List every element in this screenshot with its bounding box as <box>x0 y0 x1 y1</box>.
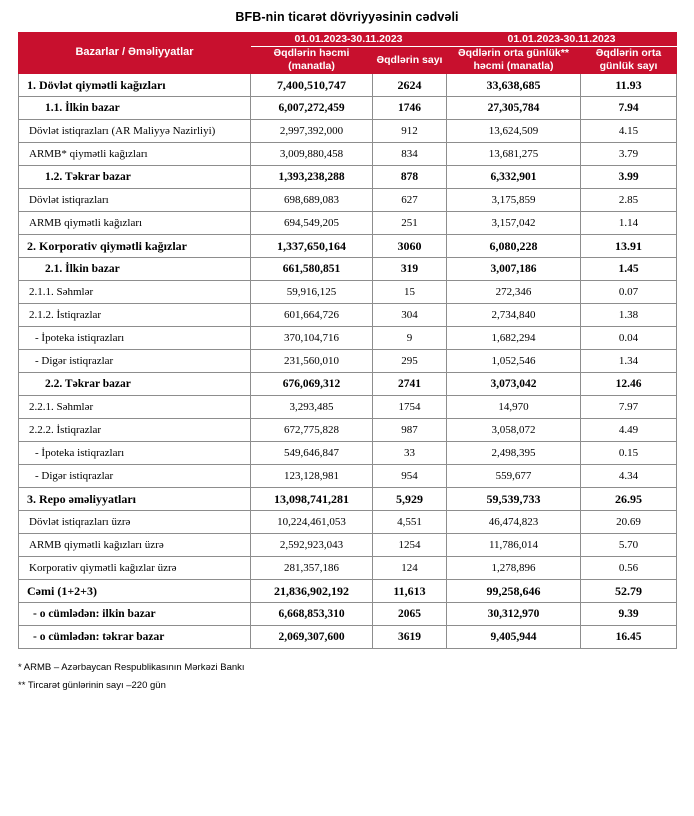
cell-avg-volume: 559,677 <box>447 465 581 488</box>
header-row-label: Bazarlar / Əməliyyatlar <box>19 33 251 74</box>
row-label: 1. Dövlət qiymətli kağızları <box>19 74 251 97</box>
cell-avg-volume: 1,278,896 <box>447 557 581 580</box>
cell-count: 3619 <box>373 626 447 649</box>
cell-avg-count: 9.39 <box>581 603 677 626</box>
table-row <box>19 235 677 258</box>
cell-count: 15 <box>373 281 447 304</box>
row-label: - o cümlədən: ilkin bazar <box>19 603 251 626</box>
cell-volume: 661,580,851 <box>251 258 373 281</box>
cell-avg-volume: 27,305,784 <box>447 97 581 120</box>
row-label: 2.2.2. İstiqrazlar <box>19 419 251 442</box>
cell-count: 304 <box>373 304 447 327</box>
cell-avg-volume: 1,682,294 <box>447 327 581 350</box>
cell-volume: 231,560,010 <box>251 350 373 373</box>
table-row <box>19 511 677 534</box>
cell-avg-count: 12.46 <box>581 373 677 396</box>
cell-count: 33 <box>373 442 447 465</box>
row-label: Korporativ qiymətli kağızlar üzrə <box>19 557 251 580</box>
cell-avg-count: 4.15 <box>581 120 677 143</box>
cell-avg-count: 13.91 <box>581 235 677 258</box>
cell-count: 2065 <box>373 603 447 626</box>
row-label: - Digər istiqrazlar <box>19 350 251 373</box>
table-row <box>19 603 677 626</box>
cell-avg-count: 1.14 <box>581 212 677 235</box>
cell-avg-count: 1.38 <box>581 304 677 327</box>
cell-volume: 281,357,186 <box>251 557 373 580</box>
table-row <box>19 488 677 511</box>
cell-count: 912 <box>373 120 447 143</box>
table-row <box>19 258 677 281</box>
cell-count: 319 <box>373 258 447 281</box>
header-row-periods <box>19 33 677 47</box>
cell-count: 5,929 <box>373 488 447 511</box>
cell-volume: 698,689,083 <box>251 189 373 212</box>
footnote-1: * ARMB – Azərbaycan Respublikasının Mərkəzi Bankı <box>18 662 245 674</box>
cell-count: 4,551 <box>373 511 447 534</box>
table-row <box>19 350 677 373</box>
header-period-1: 01.01.2023-30.11.2023 <box>251 33 447 47</box>
table-row <box>19 327 677 350</box>
cell-volume: 2,069,307,600 <box>251 626 373 649</box>
table-row <box>19 626 677 649</box>
table-header <box>19 33 677 74</box>
trade-turnover-table <box>18 32 677 649</box>
cell-avg-count: 2.85 <box>581 189 677 212</box>
cell-avg-volume: 14,970 <box>447 396 581 419</box>
cell-avg-volume: 33,638,685 <box>447 74 581 97</box>
header-col-count: Əqdlərin sayı <box>373 47 447 74</box>
cell-avg-volume: 3,007,186 <box>447 258 581 281</box>
cell-count: 3060 <box>373 235 447 258</box>
row-label: 2.2. Təkrar bazar <box>19 373 251 396</box>
cell-count: 987 <box>373 419 447 442</box>
cell-avg-count: 11.93 <box>581 74 677 97</box>
header-col-avg-volume: Əqdlərin orta günlük** həcmi (manatla) <box>447 47 581 74</box>
cell-count: 9 <box>373 327 447 350</box>
cell-avg-count: 26.95 <box>581 488 677 511</box>
table-row <box>19 189 677 212</box>
cell-count: 251 <box>373 212 447 235</box>
cell-avg-volume: 59,539,733 <box>447 488 581 511</box>
cell-volume: 1,337,650,164 <box>251 235 373 258</box>
footnotes <box>18 659 676 694</box>
row-label: - Digər istiqrazlar <box>19 465 251 488</box>
cell-avg-volume: 99,258,646 <box>447 580 581 603</box>
cell-volume: 123,128,981 <box>251 465 373 488</box>
cell-count: 124 <box>373 557 447 580</box>
cell-avg-volume: 9,405,944 <box>447 626 581 649</box>
cell-avg-count: 3.99 <box>581 166 677 189</box>
table-row <box>19 419 677 442</box>
cell-count: 11,613 <box>373 580 447 603</box>
cell-avg-count: 3.79 <box>581 143 677 166</box>
row-label: 2.1.2. İstiqrazlar <box>19 304 251 327</box>
table-row <box>19 580 677 603</box>
cell-avg-volume: 30,312,970 <box>447 603 581 626</box>
cell-avg-count: 20.69 <box>581 511 677 534</box>
table-row <box>19 465 677 488</box>
header-col-avg-count: Əqdlərin orta günlük sayı <box>581 47 677 74</box>
cell-volume: 3,009,880,458 <box>251 143 373 166</box>
row-label: - İpoteka istiqrazları <box>19 442 251 465</box>
row-label: 3. Repo əməliyyatları <box>19 488 251 511</box>
cell-avg-count: 5.70 <box>581 534 677 557</box>
table-row <box>19 373 677 396</box>
cell-count: 627 <box>373 189 447 212</box>
cell-volume: 370,104,716 <box>251 327 373 350</box>
cell-count: 1754 <box>373 396 447 419</box>
table-row <box>19 212 677 235</box>
table-row <box>19 281 677 304</box>
header-period-2: 01.01.2023-30.11.2023 <box>447 33 677 47</box>
cell-avg-count: 16.45 <box>581 626 677 649</box>
cell-volume: 2,997,392,000 <box>251 120 373 143</box>
cell-avg-volume: 6,332,901 <box>447 166 581 189</box>
cell-avg-volume: 2,498,395 <box>447 442 581 465</box>
header-col-volume: Əqdlərin həcmi (manatla) <box>251 47 373 74</box>
row-label: - o cümlədən: təkrar bazar <box>19 626 251 649</box>
row-label: ARMB* qiymətli kağızları <box>19 143 251 166</box>
table-body <box>19 74 677 649</box>
row-label: 2.1.1. Səhmlər <box>19 281 251 304</box>
row-label: Dövlət istiqrazları (AR Maliyyə Nazirliyi) <box>19 120 251 143</box>
cell-count: 878 <box>373 166 447 189</box>
cell-avg-count: 1.45 <box>581 258 677 281</box>
row-label: ARMB qiymətli kağızları üzrə <box>19 534 251 557</box>
cell-avg-volume: 13,624,509 <box>447 120 581 143</box>
row-label: - İpoteka istiqrazları <box>19 327 251 350</box>
cell-volume: 601,664,726 <box>251 304 373 327</box>
cell-volume: 549,646,847 <box>251 442 373 465</box>
cell-count: 2624 <box>373 74 447 97</box>
cell-volume: 21,836,902,192 <box>251 580 373 603</box>
page-title: BFB-nin ticarət dövriyyəsinin cədvəli <box>235 10 459 24</box>
row-label: 2.1. İlkin bazar <box>19 258 251 281</box>
cell-avg-volume: 11,786,014 <box>447 534 581 557</box>
cell-volume: 59,916,125 <box>251 281 373 304</box>
row-label: 1.2. Təkrar bazar <box>19 166 251 189</box>
cell-count: 295 <box>373 350 447 373</box>
footnote-2: ** Tircarət günlərinin sayı –220 gün <box>18 680 166 692</box>
cell-volume: 10,224,461,053 <box>251 511 373 534</box>
table-row <box>19 396 677 419</box>
cell-avg-count: 4.49 <box>581 419 677 442</box>
cell-volume: 6,007,272,459 <box>251 97 373 120</box>
table-row <box>19 143 677 166</box>
row-label: 2. Korporativ qiymətli kağızlar <box>19 235 251 258</box>
cell-avg-count: 0.04 <box>581 327 677 350</box>
cell-volume: 1,393,238,288 <box>251 166 373 189</box>
row-label: Cəmi (1+2+3) <box>19 580 251 603</box>
cell-avg-count: 4.34 <box>581 465 677 488</box>
cell-avg-volume: 3,073,042 <box>447 373 581 396</box>
cell-count: 1746 <box>373 97 447 120</box>
cell-avg-volume: 3,058,072 <box>447 419 581 442</box>
table-row <box>19 166 677 189</box>
cell-avg-volume: 13,681,275 <box>447 143 581 166</box>
table-row <box>19 120 677 143</box>
cell-count: 1254 <box>373 534 447 557</box>
table-row <box>19 304 677 327</box>
table-row <box>19 534 677 557</box>
row-label: ARMB qiymətli kağızları <box>19 212 251 235</box>
cell-volume: 694,549,205 <box>251 212 373 235</box>
cell-volume: 6,668,853,310 <box>251 603 373 626</box>
cell-volume: 676,069,312 <box>251 373 373 396</box>
table-row <box>19 97 677 120</box>
cell-avg-count: 7.94 <box>581 97 677 120</box>
cell-avg-volume: 1,052,546 <box>447 350 581 373</box>
cell-volume: 672,775,828 <box>251 419 373 442</box>
cell-count: 834 <box>373 143 447 166</box>
cell-avg-count: 1.34 <box>581 350 677 373</box>
row-label: 2.2.1. Səhmlər <box>19 396 251 419</box>
row-label: Dövlət istiqrazları <box>19 189 251 212</box>
cell-avg-count: 0.15 <box>581 442 677 465</box>
cell-volume: 2,592,923,043 <box>251 534 373 557</box>
cell-count: 954 <box>373 465 447 488</box>
cell-avg-volume: 272,346 <box>447 281 581 304</box>
cell-volume: 7,400,510,747 <box>251 74 373 97</box>
cell-avg-volume: 3,157,042 <box>447 212 581 235</box>
cell-avg-count: 52.79 <box>581 580 677 603</box>
table-row <box>19 442 677 465</box>
cell-count: 2741 <box>373 373 447 396</box>
cell-volume: 3,293,485 <box>251 396 373 419</box>
cell-avg-count: 0.56 <box>581 557 677 580</box>
cell-avg-volume: 6,080,228 <box>447 235 581 258</box>
cell-avg-count: 7.97 <box>581 396 677 419</box>
cell-volume: 13,098,741,281 <box>251 488 373 511</box>
cell-avg-volume: 3,175,859 <box>447 189 581 212</box>
row-label: Dövlət istiqrazları üzrə <box>19 511 251 534</box>
cell-avg-volume: 46,474,823 <box>447 511 581 534</box>
row-label: 1.1. İlkin bazar <box>19 97 251 120</box>
cell-avg-volume: 2,734,840 <box>447 304 581 327</box>
table-row <box>19 74 677 97</box>
cell-avg-count: 0.07 <box>581 281 677 304</box>
table-row <box>19 557 677 580</box>
